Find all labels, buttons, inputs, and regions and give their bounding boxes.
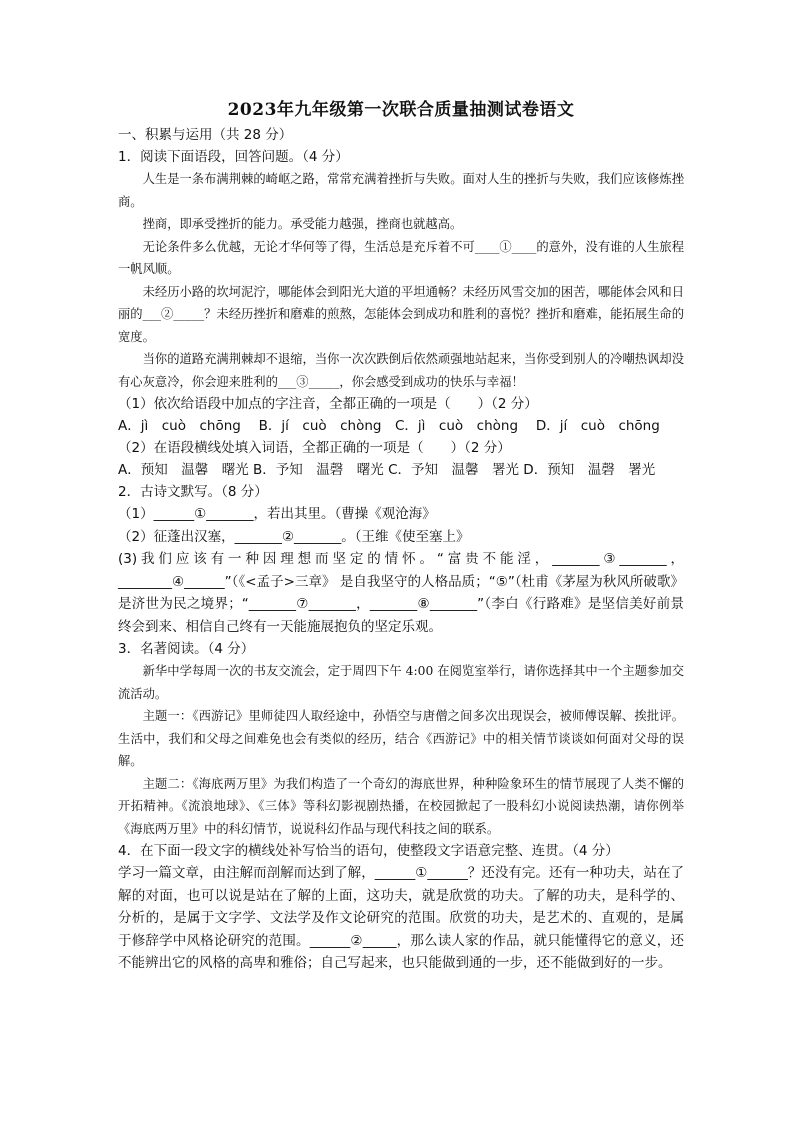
exam-page (118, 98, 684, 975)
question-1-heading: 1．阅读下面语段，回答问题。（4 分） (118, 149, 349, 165)
question-4-heading: 4．在下面一段文字的横线处补写恰当的语句，使整段文字语意完整、连贯。（4 分） (118, 843, 619, 859)
q4-paragraph: 学习一篇文章，由注解而剖解而达到了解，______①______？还没有完。还有一种功夫，站在了解的对面，也可以说是站在了解的上面，这功夫，就是欣赏的功夫。了解的功夫，是科学的、分析的，是属于文字学、文法学及作文论研究的范围。欣赏的功夫，是艺术的、直观的，是属于修辞学中风格论研究的范围。______②_____，那么读人家的作品，就只能懂得它的意义，还不能辨出它的风格的高卑和雅俗；自己写起来，也只能做到通的一步，还不能做到好的一步。 (118, 865, 684, 971)
q2-line-2: （2）征蓬出汉塞，_______②_______。（王维《使至塞上》 (118, 528, 470, 545)
q1-sub1-options: A．jì cuò chōng B．jí cuò chòng C．jì cuò chòng D．jí cuò chōng (118, 418, 660, 434)
question-2-heading: 2．古诗文默写。（8 分） (118, 484, 268, 500)
q2-line-3: (3)我们应该有一种因理想而坚定的情怀。“富贵不能淫，_______③_______， ________④______”（《<孟子>三章》 是自我坚守的人格品质；“⑤”（杜甫《茅屋为秋风所破歌》是济世为民之境界；“_______⑦_______，_______⑧_______”（李白《行路难》是坚信美好前景终会到来、相信自己终有一天能施展抱负的坚定乐观。 (118, 551, 684, 635)
q1-paragraph-3: 无论条件多么优越，无论才华何等了得，生活总是充斥着不可____①____的意外，没有谁的人生旅程一帆风顺。 (118, 239, 684, 276)
q1-sub2-options: A．预知 温馨 曙光 B．予知 温磬 曙光 C．予知 温馨 署光 D．预知 温磬 署光 (118, 462, 656, 478)
page-title: 2023年九年级第一次联合质量抽测试卷语文 (227, 100, 575, 120)
question-3-heading: 3．名著阅读。（4 分） (118, 641, 255, 657)
q2-line-1: （1）______①_______，若出其里。（曹操《观沧海》 (118, 506, 436, 522)
q1-paragraph-5: 当你的道路充满荆棘却不退缩，当你一次次跌倒后依然顽强地站起来，当你受到别人的冷嘲热讽却没有心灰意冷，你会迎来胜利的___③_____，你会感受到成功的快乐与幸福！ (118, 352, 684, 389)
q3-paragraph-1: 新华中学每周一次的书友交流会，定于周四下午 4:00 在阅览室举行，请你选择其中一个主题参加交流活动。 (118, 664, 684, 701)
section-heading: 一、积累与运用（共 28 分） (118, 127, 293, 143)
q3-topic-1: 主题一：《西游记》里师徒四人取经途中，孙悟空与唐僧之间多次出现误会，被师傅误解、挨批评。生活中，我们和父母之间难免也会有类似的经历，结合《西游记》中的相关情节谈谈如何面对父母的误解。 (118, 709, 684, 768)
q1-paragraph-2: 挫商，即承受挫折的能力。承受能力越强，挫商也就越高。 (142, 217, 463, 231)
q1-sub-question-2: （2）在语段横线处填入词语，全都正确的一项是（ ）（2 分） (118, 440, 511, 456)
q1-sub-question-1: （1）依次给语段中加点的字注音，全都正确的一项是（ ）（2 分） (118, 396, 538, 412)
q3-topic-2: 主题二：《海底两万里》为我们构造了一个奇幻的海底世界，种种险象环生的情节展现了人类不懈的开拓精神。《流浪地球》、《三体》等科幻影视剧热播，在校园掀起了一股科幻小说阅读热潮，请你例举《海底两万里》中的科幻情节，说说科幻作品与现代科技之间的联系。 (118, 776, 684, 836)
q1-paragraph-4: 未经历小路的坎坷泥泞，哪能体会到阳光大道的平坦通畅？未经历风雪交加的困苦，哪能体会风和日丽的___②_____？未经历挫折和磨难的煎熬，怎能体会到成功和胜利的喜悦？挫折和磨难，能拓展生命的宽度。 (118, 284, 684, 344)
q1-paragraph-1: 人生是一条布满荆棘的崎岖之路，常常充满着挫折与失败。面对人生的挫折与失败，我们应该修炼挫商。 (118, 172, 684, 209)
